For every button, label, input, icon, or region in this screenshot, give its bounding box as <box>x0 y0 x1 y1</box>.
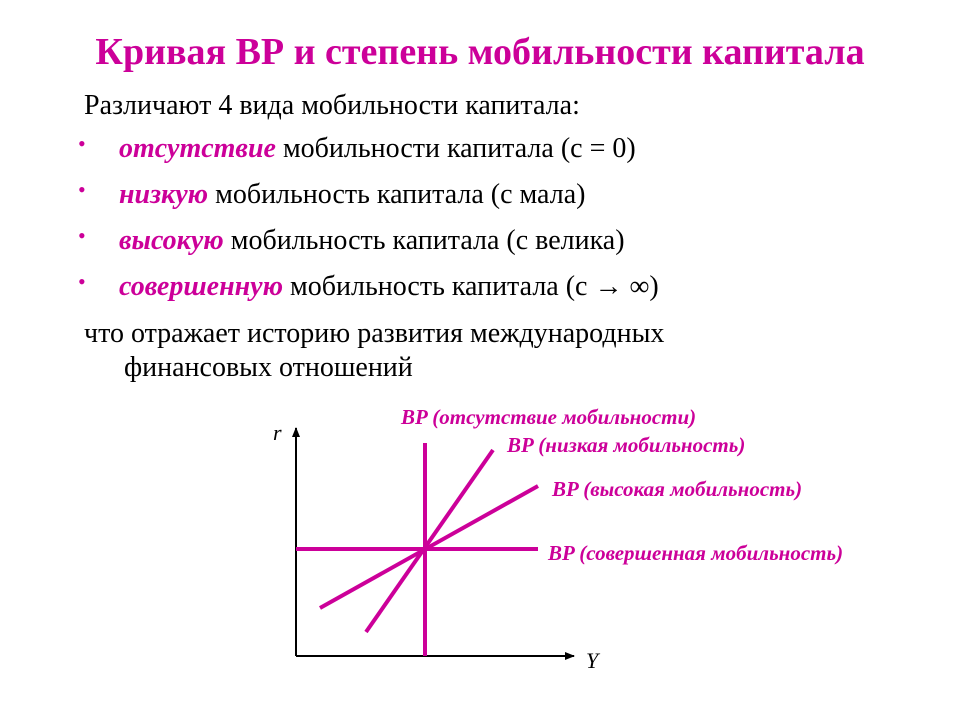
bullet-text: мобильность капитала (с мала) <box>208 179 586 210</box>
bp-label-high-mobility: BP (высокая мобильность) <box>552 477 803 501</box>
bullet-emphasis: отсутствие <box>119 133 276 164</box>
bp-label-perfect-mobility: BP (совершенная мобильность) <box>548 541 844 565</box>
bullet-emphasis: низкую <box>119 179 209 210</box>
bullet-icon: • <box>78 269 86 294</box>
bullet-emphasis: высокую <box>119 225 224 256</box>
bullet-text: мобильность капитала (с велика) <box>223 225 625 256</box>
outro-line-1: что отражает историю развития международных <box>84 318 665 349</box>
bp-label-low-mobility: BP (низкая мобильность) <box>507 433 746 457</box>
bullet-icon: • <box>78 177 86 202</box>
y-axis-label: r <box>273 420 282 445</box>
outro-line-2: финансовых отношений <box>124 352 413 383</box>
bullet-text: мобильности капитала (с = 0) <box>275 133 636 164</box>
bullet-icon: • <box>78 131 86 156</box>
slide-title: Кривая ВР и степень мобильности капитала <box>95 31 865 73</box>
bp-curve-low-mobility <box>366 450 493 632</box>
intro-text: Различают 4 вида мобильности капитала: <box>84 90 580 121</box>
bullet-text: мобильность капитала (с → ∞) <box>283 271 659 302</box>
x-axis-label: Y <box>586 648 599 673</box>
bullet-icon: • <box>78 223 86 248</box>
bp-label-no-mobility: BP (отсутствие мобильности) <box>401 405 697 429</box>
bullet-emphasis: совершенную <box>119 271 284 302</box>
